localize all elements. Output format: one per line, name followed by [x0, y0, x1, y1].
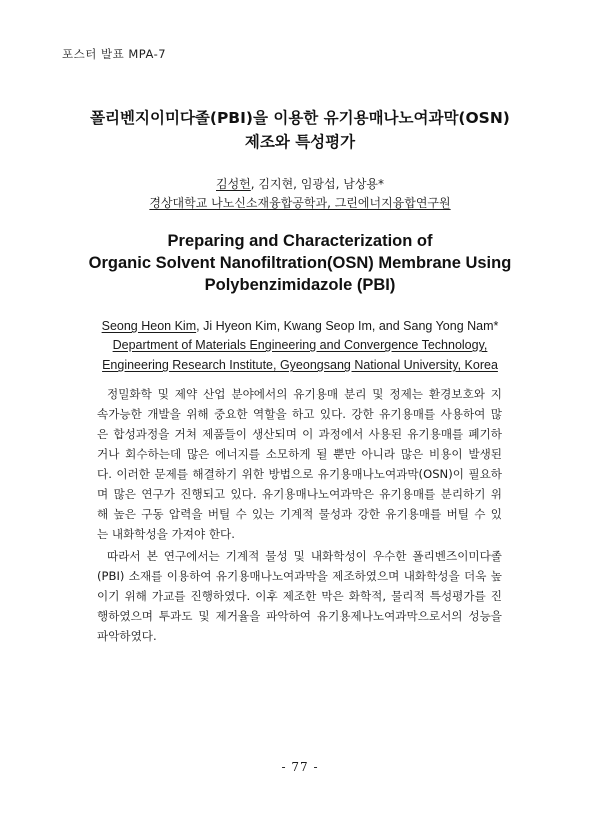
abstract-line: 는 내화학성을 가져야 한다.	[97, 527, 235, 541]
korean-coauthors: , 김지현, 임광섭, 남상용*	[250, 177, 384, 191]
page-number: - 77 -	[281, 760, 319, 774]
korean-title-line-2: 제조와 특성평가	[244, 133, 356, 151]
korean-affiliation: 경상대학교 나노신소재융합공학과, 그린에너지융합연구원	[149, 196, 451, 210]
korean-presenter: 김성헌	[216, 177, 251, 191]
abstract-line: 거나 회수하는데 많은 에너지를 소모하게 될 뿐만 아니라 많은 비용이 발생된	[97, 447, 502, 461]
english-title-line-2: Organic Solvent Nanofiltration(OSN) Membrane Using	[88, 254, 512, 272]
english-authors	[0, 316, 600, 336]
abstract-line: 속가능한 개발을 위해 중요한 역할을 하고 있다. 강한 유기용매를 사용하여 많	[97, 407, 502, 421]
english-affiliation-line-2: Engineering Research Institute, Gyeongsang National University, Korea	[102, 358, 498, 372]
abstract-line: (PBI) 소재를 이용하여 유기용매나노여과막을 제조하였으며 내화학성을 더욱 높	[97, 569, 502, 583]
english-affiliation-line-1: Department of Materials Engineering and Convergence Technology,	[112, 338, 488, 352]
abstract-line: 해 높은 구동 압력을 버틸 수 있는 기계적 물성과 강한 유기용매를 버틸 수 있	[97, 507, 502, 521]
abstract-line: 이기 위해 가교를 진행하였다. 이후 제조한 막은 화학적, 물리적 특성평가를 진	[97, 589, 502, 603]
abstract-line: 행하였으며 투과도 및 제거율을 파악하여 유기용제나노여과막으로서의 성능을	[97, 609, 502, 623]
english-title-line-1: Preparing and Characterization of	[167, 232, 433, 250]
abstract-line: 따라서 본 연구에서는 기계적 물성 및 내화학성이 우수한 폴리벤즈이미다졸	[107, 549, 502, 563]
abstract-line: 며 많은 연구가 진행되고 있다. 유기용매나노여과막은 유기용매를 분리하기 위	[97, 487, 502, 501]
session-tag: 포스터 발표 MPA-7	[62, 47, 167, 61]
abstract-line: 정밀화학 및 제약 산업 분야에서의 유기용매 분리 및 정제는 환경보호와 지	[107, 387, 502, 401]
abstract-line: 다. 이러한 문제를 해결하기 위한 방법으로 유기용매나노여과막(OSN)이 필요하	[97, 467, 502, 481]
abstract-line: 파악하였다.	[97, 629, 157, 643]
english-coauthors: , Ji Hyeon Kim, Kwang Seop Im, and Sang Yong Nam*	[196, 319, 499, 333]
korean-authors	[0, 174, 600, 194]
abstract-line: 은 합성과정을 거쳐 제품들이 생산되며 이 과정에서 사용된 유기용매를 폐기하	[97, 427, 502, 441]
english-title-line-3: Polybenzimidazole (PBI)	[204, 276, 396, 294]
english-presenter: Seong Heon Kim	[101, 319, 197, 333]
korean-title-line-1: 폴리벤지이미다졸(PBI)을 이용한 유기용매나노여과막(OSN)	[90, 109, 510, 127]
